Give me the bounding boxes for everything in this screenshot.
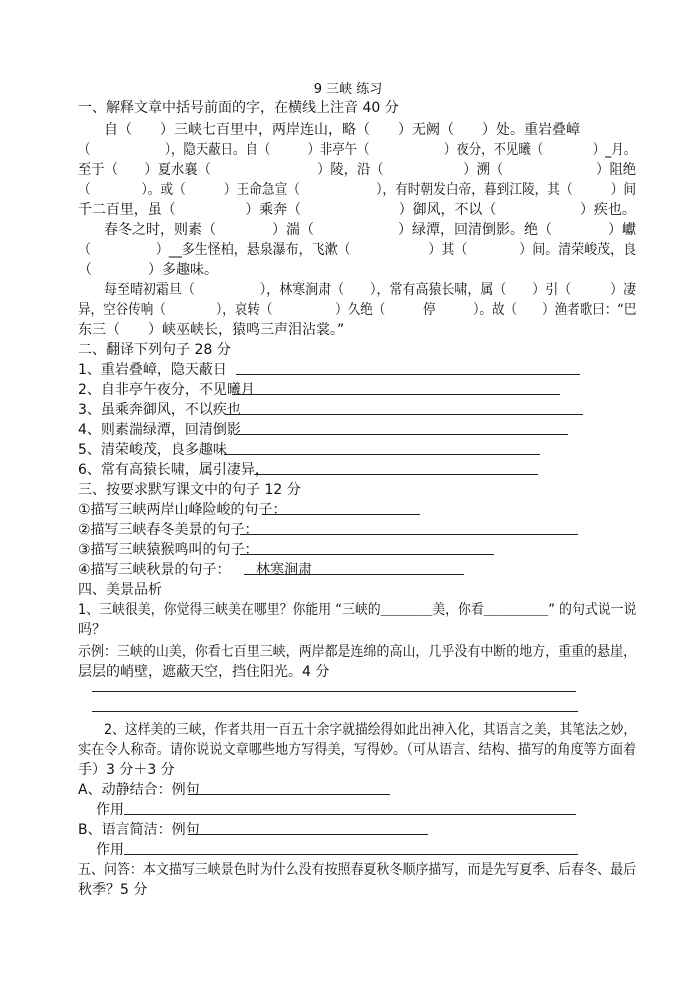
- q2-b-label: B、语言简洁：例句: [78, 822, 200, 838]
- section5-line-1: 五、问答：本文描写三峡景色时为什么没有按照春夏秋冬顺序描写，而是先写夏季、后春冬、最后: [78, 862, 637, 878]
- q2-a-use: 作用: [96, 802, 124, 818]
- page-title: 9 三峡 练习: [313, 82, 383, 97]
- translate-item-4: [78, 421, 241, 439]
- translate-item-text: 2、自非亭午夜分，不见曦月: [78, 382, 255, 398]
- q1-line-1: 1、三峡很美，你觉得三峡美在哪里？你能用 “三峡的＿＿＿＿美，你看＿＿＿＿＿” 的句式说一说: [78, 602, 637, 618]
- translate-item-text: 6、常有高猿长啸，属引凄异，: [78, 462, 269, 478]
- answer-line[interactable]: [188, 794, 390, 795]
- answer-line[interactable]: [232, 394, 560, 395]
- q2-b-use: 作用: [96, 842, 124, 858]
- section1-line-5: 千二百里，虽（ ）乘奔（ ）御风，不以（ ）疾也。: [78, 202, 636, 218]
- recite-item-1: ①描写三峡两岸山峰险峻的句子：: [78, 502, 287, 518]
- answer-line[interactable]: [262, 514, 420, 515]
- section1-line-4: （ ）。或（ ）王命急宣（ ），有时朝发白帝，暮到江陵，其（ ）间: [78, 182, 637, 198]
- section1-heading: 一、解释文章中括号前面的字，在横线上注音 40 分: [78, 100, 399, 116]
- answer-line[interactable]: [224, 454, 540, 455]
- q2-line-2: 实在令人称奇。请你说说文章哪些地方写得美，写得妙。（可从语言、结构、描写的角度等方面着: [78, 742, 637, 758]
- translate-item-1: [78, 361, 227, 379]
- recite-item-4-label: ④描写三峡秋景的句子：: [78, 562, 231, 578]
- answer-line[interactable]: [254, 474, 538, 475]
- section1-line-9: 每至晴初霜旦（ ），林寒涧肃（ ），常有高猿长啸，属（ ）引（ ）凄: [104, 282, 637, 298]
- answer-line[interactable]: [124, 854, 578, 855]
- answer-line[interactable]: [236, 374, 580, 375]
- example-line-1: 示例：三峡的山美，你看七百里三峡，两岸都是连绵的高山，几乎没有中断的地方，重重的悬崖，: [78, 644, 637, 660]
- recite-item-4-answer: 林寒涧肃: [256, 562, 312, 578]
- answer-line[interactable]: [92, 691, 576, 692]
- answer-line[interactable]: [92, 711, 578, 712]
- answer-line[interactable]: [124, 814, 576, 815]
- translate-item-3: [78, 401, 241, 419]
- example-line-2: 层层的峭壁，遮蔽天空，挡住阳光。4 分: [78, 664, 330, 680]
- section1-line-6: 春冬之时，则素（ ）湍（ ）绿潭，回清倒影。绝（ ）巘: [104, 222, 636, 238]
- translate-item-text: 1、重岩叠嶂，隐天蔽日: [78, 362, 227, 378]
- answer-line[interactable]: [226, 414, 583, 415]
- q2-line-1: 2、这样美的三峡，作者共用一百五十余字就描绘得如此出神入化，其语言之美，其笔法之妙，: [104, 722, 637, 738]
- answer-line[interactable]: [240, 554, 494, 555]
- answer-line[interactable]: [240, 534, 578, 535]
- section3-heading: 三、按要求默写课文中的句子 12 分: [78, 482, 301, 498]
- translate-item-text: 4、则素湍绿潭，回清倒影: [78, 422, 241, 438]
- translate-item-5: [78, 441, 227, 459]
- answer-line[interactable]: [234, 434, 568, 435]
- q2-a-label: A、动静结合：例句: [78, 782, 200, 798]
- translate-item-6: [78, 461, 269, 479]
- section1-line-11: 东三（ ）峡巫峡长，猿鸣三声泪沾裳。”: [78, 322, 345, 338]
- translate-item-text: 5、清荣峻茂，良多趣味: [78, 442, 227, 458]
- section1-line-8: （ ）多趣味。: [78, 262, 218, 278]
- translate-item-text: 3、虽乘奔御风，不以疾也: [78, 402, 241, 418]
- section1-line-1: 自（ ）三峡七百里中，两岸连山，略（ ）无阙（ ）处。重岩叠嶂: [104, 122, 580, 138]
- section1-line-10: 异，空谷传响（ ），哀转（ ）久绝（ 停 ）。故（ ）渔者歌曰：“巴: [78, 302, 637, 318]
- section1-line-3: 至于（ ）夏水襄（ ）陵，沿（ ）溯（ ）阻绝: [78, 162, 637, 178]
- section4-heading: 四、美景品析: [78, 582, 162, 598]
- q2-line-3: 手）3 分＋3 分: [78, 762, 175, 778]
- section1-line-7: （ ）__多生怪柏，悬泉瀑布，飞漱（ ）其（ ）间。清荣峻茂，良: [78, 242, 637, 258]
- recite-item-3: ③描写三峡猿猴鸣叫的句子：: [78, 542, 259, 558]
- translate-item-2: [78, 381, 255, 399]
- section5-line-2: 秋季？5 分: [78, 882, 148, 898]
- section2-heading: 二、翻译下列句子 28 分: [78, 342, 231, 358]
- q1-line-2: 吗？: [78, 622, 106, 638]
- section1-line-2: （ ），隐天蔽日。自（ ）非亭午（ ）夜分，不见曦（ ）_月。: [78, 142, 637, 158]
- answer-line[interactable]: [188, 834, 428, 835]
- recite-item-4: [78, 561, 231, 579]
- recite-item-2: ②描写三峡春冬美景的句子：: [78, 522, 259, 538]
